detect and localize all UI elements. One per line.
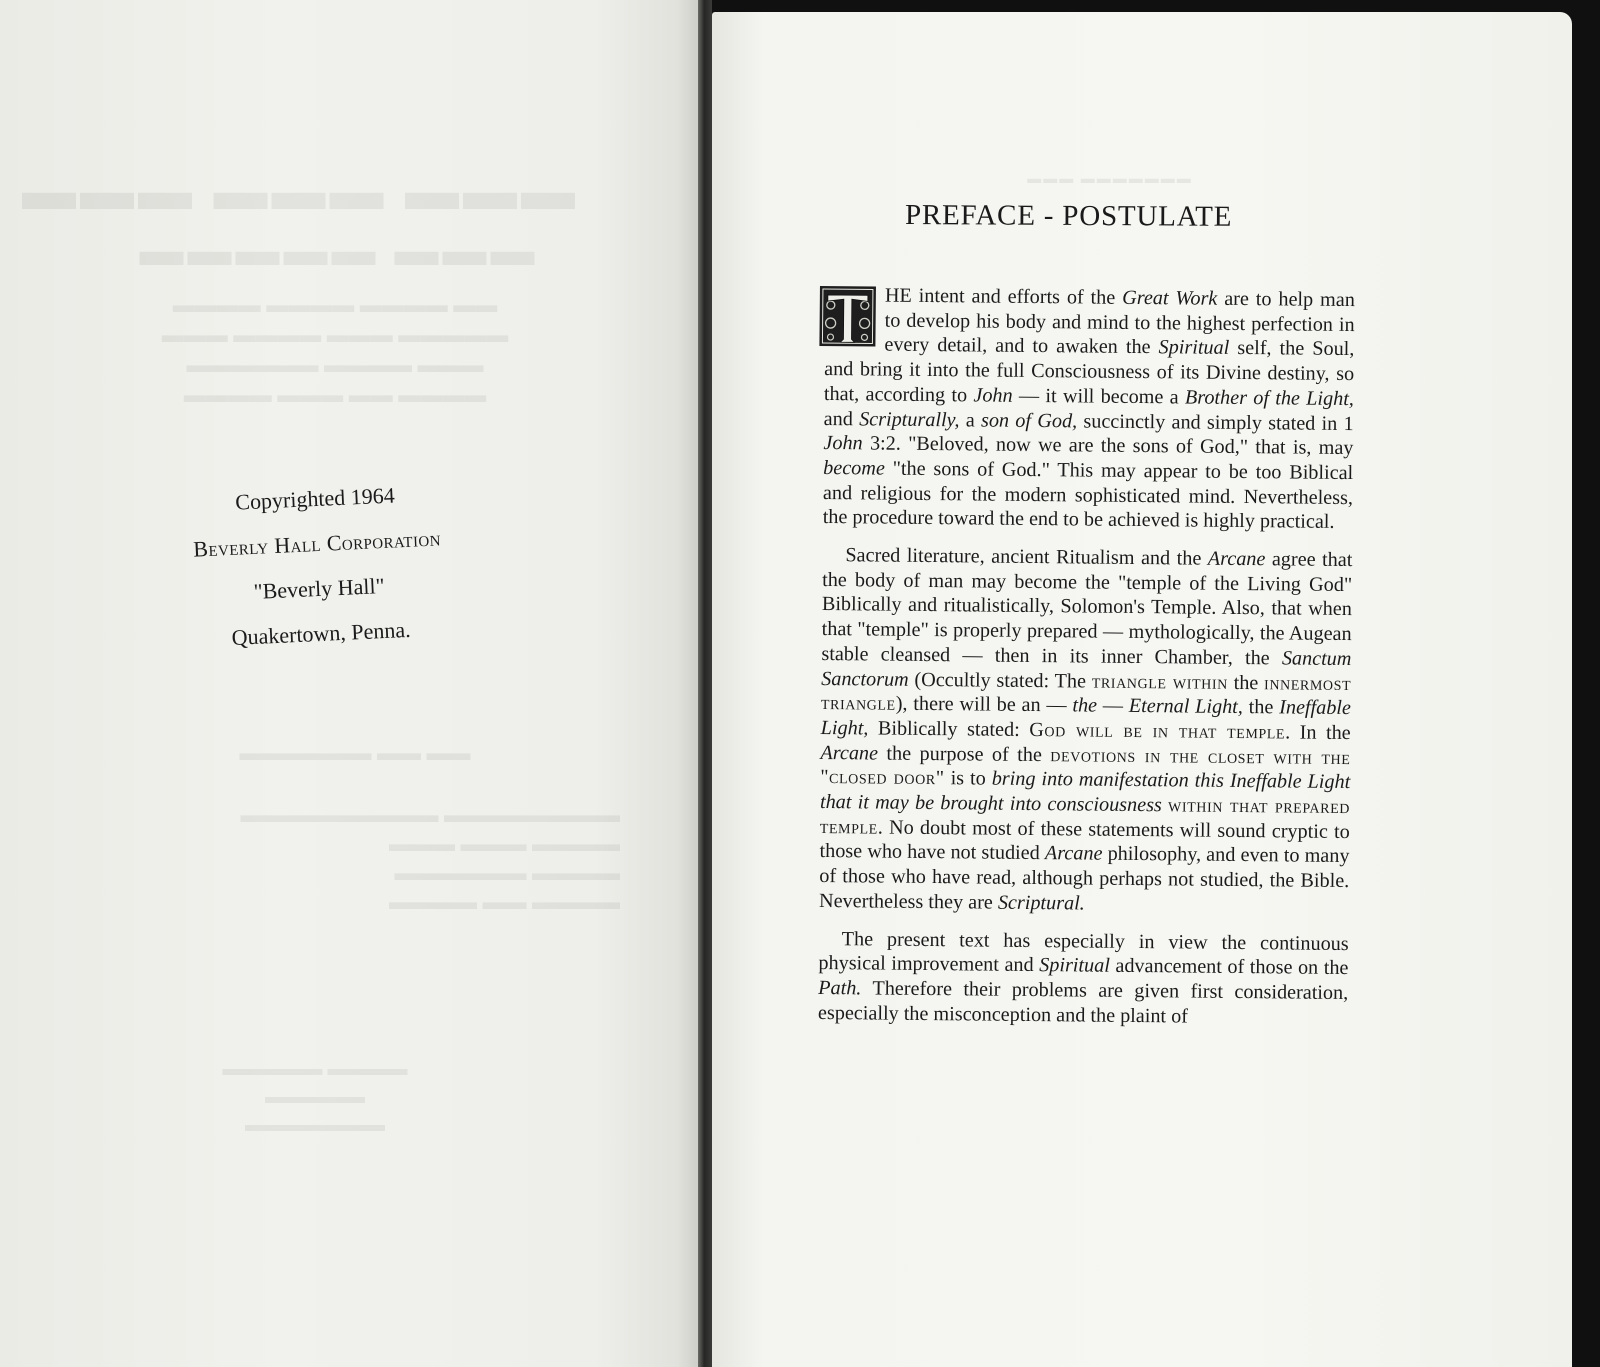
paragraph-3: The present text has especially in view the continuous physical improvement and Spiritual advancement of those on the Path. Therefore their problems are given first consideration, especially the misconception and the plaint of — [817, 927, 1349, 1028]
show-through-text: ▬▬▬ ▬▬▬▬▬▬▬ — [1027, 172, 1193, 187]
show-through-text: ▬▬▬▬ ▬▬▬▬▬ ▬▬▬▬▬ ▬▬▬▬▬▬▬ — [222, 1058, 408, 1136]
show-through-text: ▬▬▬▬▬▬▬▬ ▬▬▬▬▬▬▬▬▬ ▬▬▬▬ ▬▬▬ ▬▬▬ ▬▬▬▬ ▬▬▬▬▬▬ ▬▬▬▬ ▬▬ ▬▬▬▬ — [240, 802, 620, 914]
page-title: PREFACE - POSTULATE — [904, 199, 1233, 233]
show-through-text: ▬▬▬ ▬▬▬▬▬ — [135, 226, 535, 275]
show-through-text: ▬▬▬ ▬▬▬ ▬▬▬ — [18, 161, 575, 221]
copyright-year: Copyrighted 1964 — [234, 482, 396, 515]
show-through-text: ▬▬ ▬▬▬▬ ▬▬▬▬ ▬▬▬▬ ▬▬▬▬▬ ▬▬▬ ▬▬▬▬ ▬▬▬ ▬▬▬ ▬▬▬▬ ▬▬▬▬▬▬ ▬▬▬▬ ▬▬ ▬▬▬ ▬▬▬▬ — [161, 292, 509, 407]
paragraph-2: Sacred literature, ancient Ritualism and the Arcane agree that the body of man may become the "temple of the Living God" Biblically and ritualistically, Solomon's Temple. Also, that when that "temple" is properly prepared — mythologically, the Augean stable cleansed — then in its inner Chamber, the Sanctum Sanctorum (Occultly stated: The triangle within the innermost triangle), there will be an — the — Eternal Light, the Ineffable Light, Biblically stated: God will be in that temple. In the Arcane the purpose of the devotions in the closet with the "closed door" is to bring into manifestation this Ineffable Light that it may be brought into consciousness within that prepared temple. No doubt most of these statements will sound cryptic to those who have not studied Arcane philosophy, and even to many of those who have read, although perhaps not studied, the Bible. Nevertheless they are Scriptural. — [818, 544, 1353, 915]
body-text — [818, 283, 1355, 1043]
publisher-city: Quakertown, Penna. — [231, 616, 412, 650]
book-gutter — [698, 0, 712, 1367]
paragraph-1: HE intent and efforts of the Great Work are to help man to develop his body and mind to the highest perfection in every detail, and to awaken the Spiritual self, the Soul, and bring it into the full Consciousness of its Divine destiny, so that, according to John — it will become a Brother of the Light, and Scripturally, a son of God, succinctly and simply stated in 1 John 3:2. "Beloved, now we are the sons of God," that is, may become "the sons of God." This may appear to be too Biblical and religious for the modern sophisticated mind. Nevertheless, the procedure toward the end to be achieved is highly practical. — [823, 283, 1355, 535]
ornamental-drop-cap-icon — [818, 285, 877, 348]
copyright-block — [155, 478, 483, 672]
left-page — [0, 0, 698, 1367]
show-through-text: ▬▬ ▬▬ ▬▬▬▬▬▬ — [239, 740, 471, 765]
publisher-place: "Beverly Hall" — [253, 573, 386, 604]
publisher-name: Beverly Hall Corporation — [192, 525, 442, 562]
